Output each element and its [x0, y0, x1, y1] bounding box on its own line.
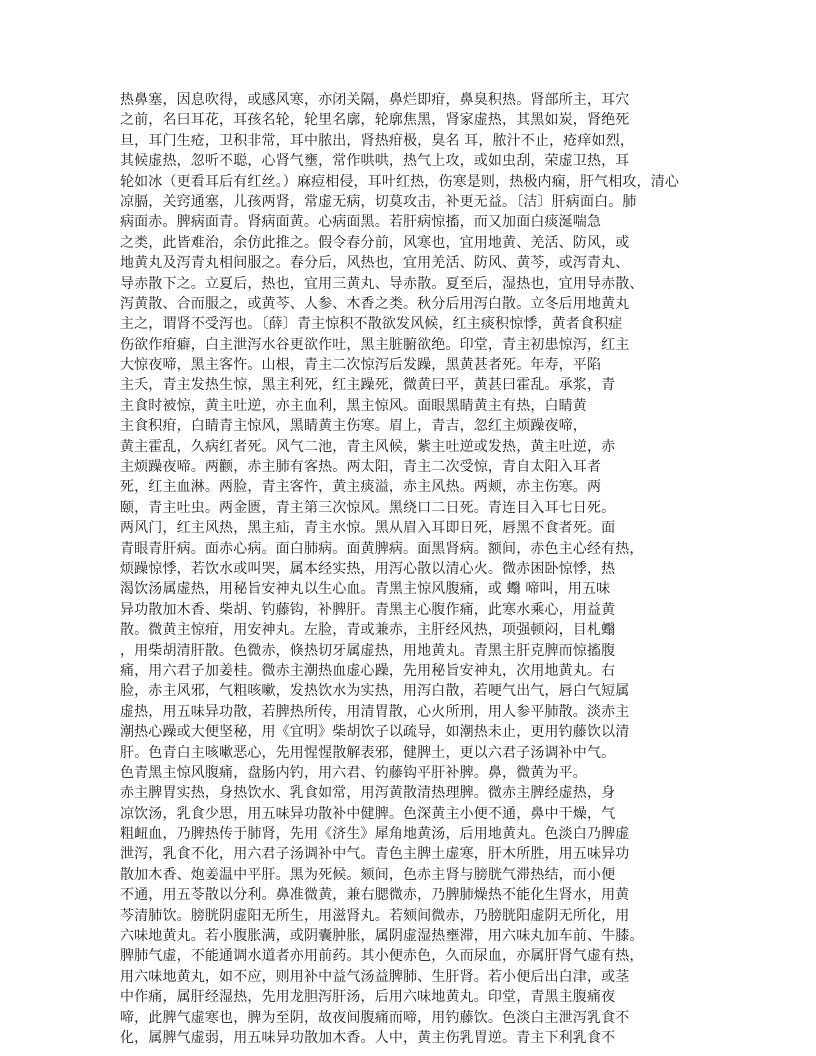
text-line: 凉膈，关窍通塞，儿孩两肾，常虚无病，切莫攻击，补更无益。〔洁〕肝病面白。肺: [120, 193, 637, 210]
text-line: 轮如冰（更看耳后有红丝。）麻痘相侵，耳叶红热，伤寒是则，热极内痫，肝气相攻，清心: [120, 173, 679, 190]
text-line: 粗衄血，乃脾热传于肺肾，先用《济生》犀角地黄汤，后用地黄丸。色淡白乃脾虚: [120, 826, 630, 843]
text-line: 潮热心躁或大便坚秘，用《宜明》柴胡饮子以疏导，如潮热未止，更用钓藤饮以清: [120, 724, 630, 741]
text-line: 赤主脾胃实热，身热饮水、乳食如常，用泻黄散清热理脾。微赤主脾经虚热，身: [120, 785, 616, 802]
text-line: 黄主霍乱，久病红者死。风气二池，青主风候，紫主吐逆或发热，黄主吐逆，赤: [120, 438, 616, 455]
text-line: 用六味地黄丸，如不应，则用补中益气汤益脾肺、生肝肾。若小便后出白津，或茎: [120, 968, 630, 985]
text-line: 病面赤。脾病面青。肾病面黄。心病面黑。若肝病惊搐，而又加面白痰涎喘急: [120, 214, 602, 231]
text-line: 芩清肺饮。膀胱阴虚阳无所生，用滋肾丸。若颏间微赤，乃膀胱阳虚阴无所化，用: [120, 907, 630, 924]
text-line: 异功散加木香、柴胡、钓藤钩，补脾肝。青黑主心腹作痛，此寒水乘心，用益黄: [120, 601, 616, 618]
text-line: 六味地黄丸。若小腹胀满，或阴囊肿胀，属阴虚湿热壅滞，用六味丸加车前、牛膝。: [120, 928, 644, 945]
text-line: 死，红主血淋。两脸，青主客忤，黄主痰溢，赤主风热。两颊，赤主伤寒。两: [120, 479, 602, 496]
text-line: 泻黄散、合而服之，或黄芩、人参、木香之类。秋分后用泻白散。立冬后用地黄丸: [120, 295, 630, 312]
text-line: 色青黑主惊风腹痛，盘肠内钓，用六君、钓藤钩平肝补脾。鼻，微黄为平。: [120, 764, 587, 781]
text-line: 主之，谓肾不受泻也。〔薛〕青主惊积不散欲发风候，红主痰积惊悸，黄者食积症: [120, 316, 623, 333]
document-body: [120, 90, 679, 1048]
text-line: 主烦躁夜啼。两颧，赤主肺有客热。两太阳，青主二次受惊，青自太阳入耳者: [120, 459, 602, 476]
text-line: 烦躁惊悸，若饮水或叫哭，属本经实热，用泻心散以清心火。微赤困卧惊悸，热: [120, 560, 616, 577]
text-line: ，用柴胡清肝散。色微赤，倏热切牙属虚热，用地黄丸。青黑主肝克脾而惊搐腹: [120, 642, 616, 659]
text-line: 痛，用六君子加姜桂。微赤主潮热血虚心躁，先用秘旨安神丸，次用地黄丸。右: [120, 662, 616, 679]
text-line: 渴饮汤属虚热，用秘旨安神丸以生心血。青黑主惊风腹痛，或 蠮 啼叫，用五味: [120, 581, 611, 598]
text-line: 凉饮汤，乳食少思，用五味异功散补中健脾。色深黄主小便不通，鼻中干燥，气: [120, 805, 616, 822]
text-line: 化，属脾气虚弱，用五味异功散加木香。人中，黄主伤乳胃逆。青主下利乳食不: [120, 1029, 616, 1046]
text-line: 主夭，青主发热生惊，黑主利死，红主躁死，微黄曰平，黄甚曰霍乱。承浆，青: [120, 377, 616, 394]
text-line: 中作痛，属肝经湿热，先用龙胆泻肝汤，后用六味地黄丸。印堂，青黑主腹痛夜: [120, 989, 616, 1006]
text-line: 啼，此脾气虚寒也，脾为至阴，故夜间腹痛而啼，用钓藤饮。色淡白主泄泻乳食不: [120, 1009, 630, 1026]
text-line: 主食积疳，白睛青主惊风，黑睛黄主伤寒。眉上，青吉，忽红主烦躁夜啼，: [120, 418, 587, 435]
text-line: 旦，耳门生疮，卫积非常，耳中脓出，肾热疳极，臭名 耳，脓汁不止，疮痒如烈，: [120, 132, 634, 149]
text-line: 不通，用五苓散以分利。鼻准微黄，兼右腮微赤，乃脾肺燥热不能化生肾水，用黄: [120, 887, 630, 904]
text-line: 散。微黄主惊疳，用安神丸。左脸，青或兼赤，主肝经风热，项强顿闷，目札蠮: [120, 622, 616, 639]
text-line: 虚热，用五味异功散，若脾热所传，用清胃散，心火所刑，用人参平肺散。淡赤主: [120, 703, 630, 720]
text-line: 两风门，红主风热，黑主疝，青主水惊。黑从眉入耳即日死，唇黑不食者死。面: [120, 520, 616, 537]
text-line: 主食时被惊，黄主吐逆，亦主血利，黑主惊风。面眼黑睛黄主有热，白睛黄: [120, 397, 587, 414]
text-line: 脸，赤主风邪，气粗咳嗽，发热饮水为实热，用泻白散，若哽气出气，唇白气短属: [120, 683, 630, 700]
text-line: 大惊夜啼，黑主客忤。山根，青主二次惊泻后发躁，黑黄甚者死。年寿，平陷: [120, 357, 602, 374]
text-line: 脾肺气虚，不能通调水道者亦用前药。其小便赤色，久而尿血，亦属肝肾气虚有热，: [120, 948, 644, 965]
text-line: 热鼻塞，因息吹得，或感风寒，亦闭关隔，鼻烂即疳，鼻臭积热。肾部所主，耳穴: [120, 92, 630, 108]
text-line: 导赤散下之。立夏后，热也，宜用三黄丸、导赤散。夏至后，湿热也，宜用导赤散、: [120, 275, 644, 292]
text-line: 泄泻，乳食不化，用六君子汤调补中气。青色主脾土虚寒，肝木所胜，用五味异功: [120, 846, 630, 863]
text-line: 青眼青肝病。面赤心病。面白肺病。面黄脾病。面黑肾病。额间，赤色主心经有热，: [120, 540, 644, 557]
text-line: 肝。色青白主咳嗽恶心，先用惺惺散解表邪，健脾土，更以六君子汤调补中气。: [120, 744, 616, 761]
text-line: 其候虚热，忽听不聪，心肾气壅，常作哄哄，热气上攻，或如虫刮，荣虚卫热，耳: [120, 153, 630, 170]
text-line: 地黄丸及泻青丸相间服之。春分后，风热也，宜用羌活、防风、黄芩，或泻青丸、: [120, 255, 630, 272]
text-line: 之类，此皆难治，余仿此推之。假令春分前，风寒也，宜用地黄、羌活、防风，或: [120, 234, 630, 251]
text-line: 伤欲作疳癖，白主泄泻水谷更欲作吐，黑主脏腑欲绝。印堂，青主初患惊泻，红主: [120, 336, 630, 353]
text-line: 之前，名曰耳花，耳孩名轮，轮里名廓，轮廓焦黑，肾家虚热，其黑如炭，肾绝死: [120, 112, 630, 129]
text-line: 颐，青主吐虫。两金匮，青主第三次惊风。黑绕口二日死。青连目入耳七日死。: [120, 499, 616, 516]
text-line: 散加木香、炮姜温中平肝。黑为死候。颏间，色赤主肾与膀胱气滞热结，而小便: [120, 866, 616, 883]
